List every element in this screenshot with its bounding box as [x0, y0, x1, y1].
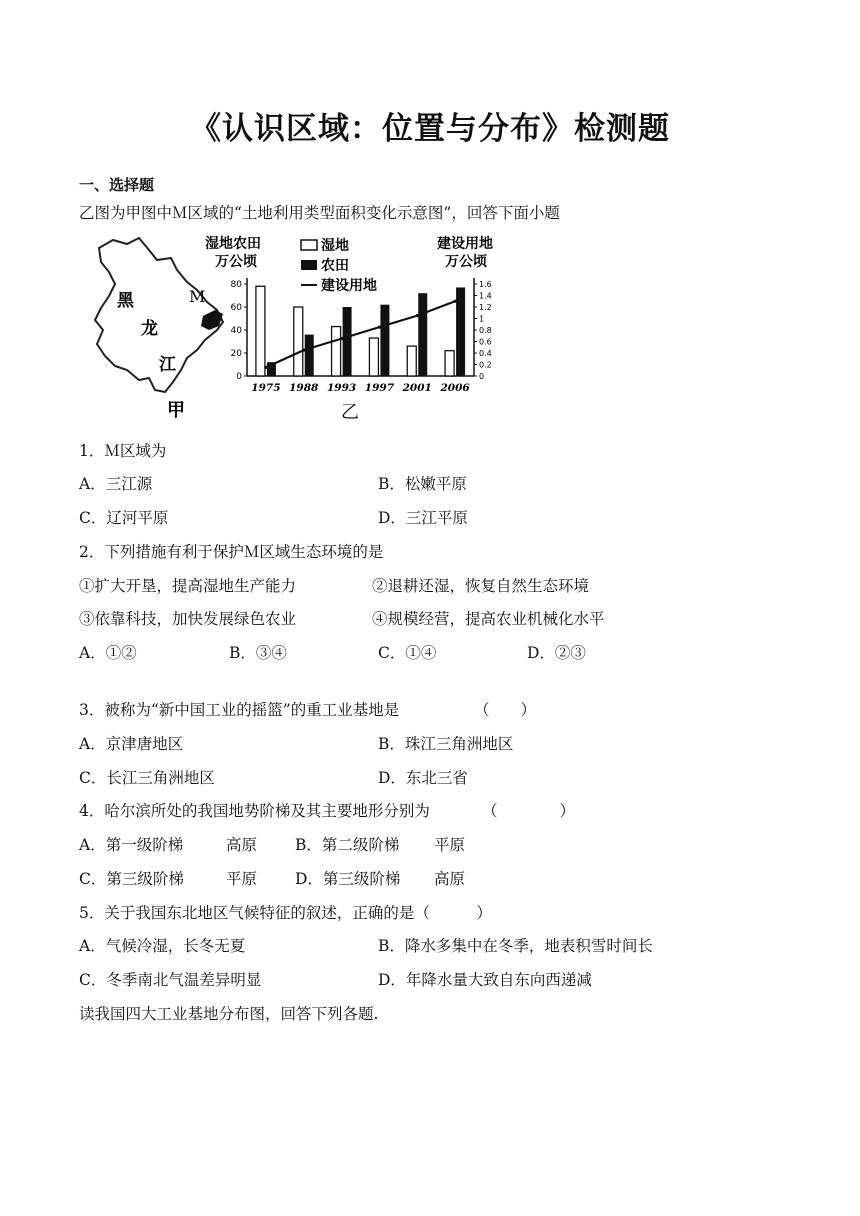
x-tick-label: 1988: [289, 382, 319, 394]
bar-farmland: [418, 293, 427, 376]
bar-wetland: [407, 346, 416, 376]
point-construction: [416, 314, 419, 317]
q2-statement-4: ④规模经营，提高农业机械化水平: [372, 610, 605, 628]
right-tick-label: 1: [479, 314, 485, 324]
q5-option-c[interactable]: C．冬季南北气温差异明显: [79, 971, 262, 989]
point-construction: [453, 300, 456, 303]
q4-stem: 4．哈尔滨所处的我国地势阶梯及其主要地形分别为: [79, 802, 430, 820]
map-label-m: M: [189, 287, 206, 306]
figure: [79, 230, 509, 430]
q1-option-c[interactable]: C．辽河平原: [79, 509, 169, 527]
outro-text: 读我国四大工业基地分布图，回答下列各题.: [79, 1005, 379, 1023]
right-tick-label: 1.4: [479, 291, 492, 301]
right-tick-label: 0.2: [479, 360, 492, 370]
q3-option-c[interactable]: C．长江三角洲地区: [79, 769, 215, 787]
q5-option-b[interactable]: B．降水多集中在冬季，地表积雪时间长: [378, 937, 653, 955]
q3-option-d[interactable]: D．东北三省: [378, 769, 468, 787]
q4-option-d-landform: 高原: [434, 870, 466, 888]
q2-statement-3: ③依靠科技，加快发展绿色农业: [79, 610, 297, 628]
x-tick-label: 1975: [251, 382, 281, 394]
q2-option-a[interactable]: A．①②: [79, 644, 137, 662]
q3-stem: 3．被称为“新中国工业的摇篮”的重工业基地是: [79, 701, 400, 719]
left-tick-label: 40: [230, 326, 242, 336]
right-tick-label: 0.8: [479, 326, 492, 335]
section-heading: 一、选择题: [79, 176, 155, 194]
legend-wetland: 湿地: [321, 238, 349, 254]
heilongjiang-map: [95, 238, 223, 421]
intro-text: 乙图为甲图中Ｍ区域的“土地利用类型面积变化示意图”，回答下面小题: [79, 204, 560, 222]
q4-answer-paren: （ ）: [482, 802, 576, 820]
point-construction: [340, 337, 343, 340]
point-construction: [302, 349, 305, 352]
bar-wetland: [256, 286, 265, 376]
q4-option-a[interactable]: A．第一级阶梯: [79, 836, 184, 854]
q5-stem: 5．关于我国东北地区气候特征的叙述，正确的是（ ）: [79, 904, 492, 922]
left-tick-label: 80: [230, 280, 242, 290]
map-label-2: 龙: [141, 319, 158, 339]
legend-farmland: 农田: [321, 258, 349, 274]
q3-option-b[interactable]: B．珠江三角洲地区: [378, 735, 514, 753]
x-tick-label: 2001: [402, 382, 432, 394]
land-use-chart: [205, 235, 493, 423]
bar-farmland: [305, 335, 314, 376]
right-axis-title-1: 建设用地: [437, 236, 493, 252]
point-construction: [264, 366, 267, 369]
q4-option-b[interactable]: B．第二级阶梯: [295, 836, 400, 854]
q2-stem: 2．下列措施有利于保护Ｍ区域生态环境的是: [79, 543, 384, 561]
left-tick-label: 20: [230, 349, 242, 359]
q2-option-b[interactable]: B．③④: [229, 644, 287, 662]
right-tick-label: 1.2: [479, 303, 492, 312]
bar-wetland: [332, 327, 341, 376]
bar-wetland: [294, 307, 303, 376]
map-caption: 甲: [167, 400, 185, 421]
q1-option-b[interactable]: B．松嫩平原: [378, 475, 467, 493]
figure-svg: [79, 230, 509, 430]
q4-option-c[interactable]: C．第三级阶梯: [79, 870, 184, 888]
q2-statement-2: ②退耕还湿，恢复自然生态环境: [372, 577, 590, 595]
left-axis-title-1: 湿地农田: [205, 236, 261, 252]
right-tick-label: 0.6: [479, 337, 492, 347]
q4-option-b-landform: 平原: [434, 836, 466, 854]
bar-wetland: [369, 338, 378, 376]
q2-option-d[interactable]: D．②③: [527, 644, 586, 662]
q4-option-a-landform: 高原: [226, 836, 258, 854]
right-tick-label: 0.4: [479, 349, 492, 358]
q4-option-c-landform: 平原: [226, 870, 258, 888]
q1-stem: 1．Ｍ区域为: [79, 442, 167, 460]
right-tick-label: 1.6: [479, 280, 492, 289]
right-axis-title-2: 万公顷: [445, 254, 487, 270]
page-title: 《认识区域：位置与分布》检测题: [190, 111, 670, 147]
bar-farmland: [456, 287, 465, 376]
right-tick-label: 0: [479, 372, 485, 381]
x-tick-label: 1997: [364, 382, 395, 394]
q5-option-a[interactable]: A．气候冷湿，长冬无夏: [79, 937, 246, 955]
q3-option-a[interactable]: A．京津唐地区: [79, 735, 184, 753]
legend-swatch-farmland: [301, 260, 317, 270]
bar-farmland: [380, 305, 389, 376]
q1-option-a[interactable]: A．三江源: [79, 475, 153, 493]
bar-farmland: [343, 307, 352, 376]
bar-wetland: [445, 351, 454, 376]
left-tick-label: 60: [230, 303, 242, 313]
q4-option-d[interactable]: D．第三级阶梯: [295, 870, 401, 888]
point-construction: [378, 326, 381, 329]
left-axis-title-2: 万公顷: [215, 254, 257, 270]
q2-option-c[interactable]: C．①④: [378, 644, 437, 662]
map-label-1: 黑: [117, 291, 134, 311]
x-tick-label: 1993: [326, 382, 357, 394]
q1-option-d[interactable]: D．三江平原: [378, 509, 468, 527]
q2-statement-1: ①扩大开垦，提高湿地生产能力: [79, 577, 297, 595]
q5-option-d[interactable]: D．年降水量大致自东向西递减: [378, 971, 592, 989]
legend-swatch-wetland: [301, 240, 317, 250]
legend-construction: 建设用地: [321, 278, 377, 294]
x-tick-label: 2006: [440, 382, 470, 394]
map-label-3: 江: [159, 355, 176, 375]
chart-caption: 乙: [341, 402, 359, 423]
q3-answer-paren: （ ）: [474, 701, 537, 719]
left-tick-label: 0: [236, 372, 242, 382]
chart-plot: [231, 278, 492, 394]
